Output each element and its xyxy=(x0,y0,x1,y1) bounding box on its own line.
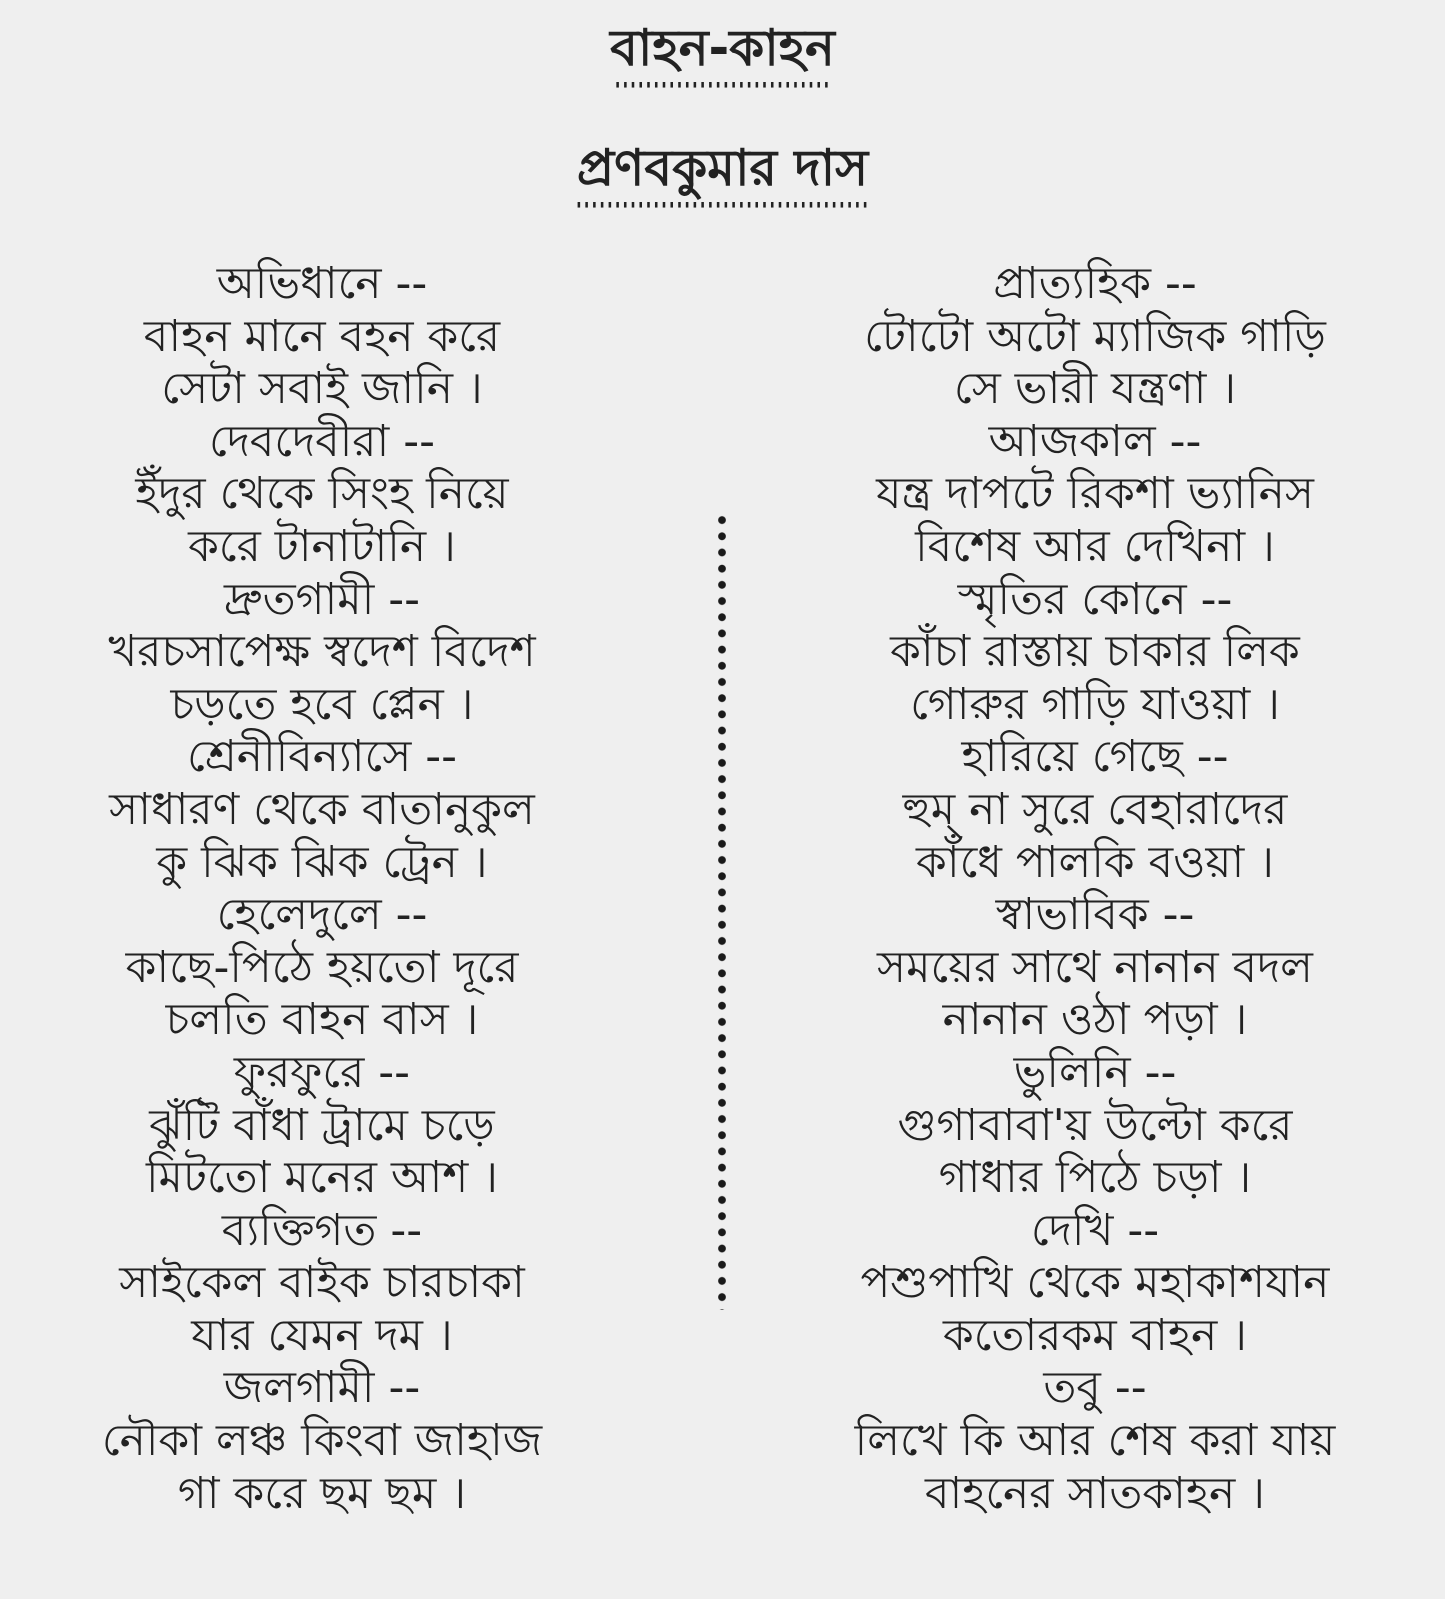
poem-line: যার যেমন দম । xyxy=(191,1309,453,1361)
poem-line: দেখি -- xyxy=(1030,1204,1160,1256)
poem-line: কাঁচা রাস্তায় চাকার লিক xyxy=(890,626,1300,678)
poem-line: লিখে কি আর শেষ করা যায় xyxy=(854,1415,1336,1467)
author-underline: '''''''''''''''''''''''''''''''''''''' xyxy=(575,202,870,222)
poem-line: হেলেদুলে -- xyxy=(216,889,428,941)
poem-line: খরচসাপেক্ষ স্বদেশ বিদেশ xyxy=(108,626,536,678)
poem-line: ইঁদুর থেকে সিংহ নিয়ে xyxy=(135,468,509,520)
poem-line: সময়ের সাথে নানান বদল xyxy=(877,941,1313,993)
dotted-column-divider xyxy=(717,512,727,1310)
poem-line: পশুপাখি থেকে মহাকাশযান xyxy=(860,1257,1330,1309)
poem-title-block xyxy=(0,8,1445,102)
poem-line: আজকাল -- xyxy=(988,415,1202,467)
poem-line: ফুরফুরে -- xyxy=(233,1046,411,1098)
left-stanza-column xyxy=(12,258,632,1520)
poem-line: হুম্ না সুরে বেহারাদের xyxy=(902,783,1288,835)
poem-line: স্বাভাবিক -- xyxy=(995,889,1195,941)
poem-line: তবু -- xyxy=(1043,1362,1147,1414)
poem-line: কাঁধে পালকি বওয়া । xyxy=(916,836,1274,888)
poem-line: বাহনের সাতকাহন । xyxy=(925,1467,1265,1519)
poem-line: কতোরকম বাহন । xyxy=(943,1309,1247,1361)
poem-line: জলগামী -- xyxy=(223,1362,421,1414)
poem-title: বাহন-কাহন xyxy=(610,19,835,77)
poem-line: নানান ওঠা পড়া । xyxy=(942,994,1248,1046)
poem-line: বাহন মানে বহন করে xyxy=(143,310,501,362)
poem-line: শ্রেনীবিন্যাসে -- xyxy=(186,731,458,783)
right-stanza-column xyxy=(785,258,1405,1520)
poem-line: করে টানাটানি । xyxy=(188,520,456,572)
poem-line: গুগাবাবা'য় উল্টো করে xyxy=(897,1099,1293,1151)
poem-line: সাইকেল বাইক চারচাকা xyxy=(119,1257,525,1309)
poem-line: কু ঝিক ঝিক ট্রেন । xyxy=(156,836,488,888)
poem-line: ব্যক্তিগত -- xyxy=(221,1204,423,1256)
poem-line: গাধার পিঠে চড়া । xyxy=(938,1152,1252,1204)
poem-line: যন্ত্র দাপটে রিকশা ভ্যানিস xyxy=(876,468,1314,520)
poem-line: কাছে-পিঠে হয়তো দূরে xyxy=(125,941,519,993)
poem-line: স্মৃতির কোনে -- xyxy=(957,573,1233,625)
author-block xyxy=(0,128,1445,222)
poem-line: দ্রুতগামী -- xyxy=(223,573,421,625)
poem-line: সাধারণ থেকে বাতানুকুল xyxy=(109,783,535,835)
poem-line: অভিধানে -- xyxy=(216,258,428,309)
author-name: প্রণবকুমার দাস xyxy=(576,139,869,197)
poem-line: প্রাত্যহিক -- xyxy=(993,258,1197,309)
poem-line: সে ভারী যন্ত্রণা । xyxy=(953,363,1237,415)
title-underline: '''''''''''''''''''''''''''' xyxy=(614,82,831,102)
poem-line: চড়তে হবে প্লেন । xyxy=(170,678,474,730)
poem-line: বিশেষ আর দেখিনা । xyxy=(915,520,1275,572)
poem-line: গা করে ছম ছম । xyxy=(177,1467,467,1519)
poem-line: ঝুঁটি বাঁধা ট্রামে চড়ে xyxy=(149,1099,495,1151)
poem-line: নৌকা লঞ্চ কিংবা জাহাজ xyxy=(101,1415,543,1467)
poem-line: দেবদেবীরা -- xyxy=(208,415,436,467)
poem-line: ভুলিনি -- xyxy=(1013,1046,1177,1098)
poem-line: গোরুর গাড়ি যাওয়া । xyxy=(910,678,1280,730)
poem-line: চলতি বাহন বাস । xyxy=(165,994,479,1046)
poem-line: টোটো অটো ম্যাজিক গাড়ি xyxy=(864,310,1326,362)
poem-line: হারিয়ে গেছে -- xyxy=(961,731,1229,783)
poem-line: মিটতো মনের আশ । xyxy=(145,1152,499,1204)
poem-line: সেটা সবাই জানি । xyxy=(161,363,483,415)
